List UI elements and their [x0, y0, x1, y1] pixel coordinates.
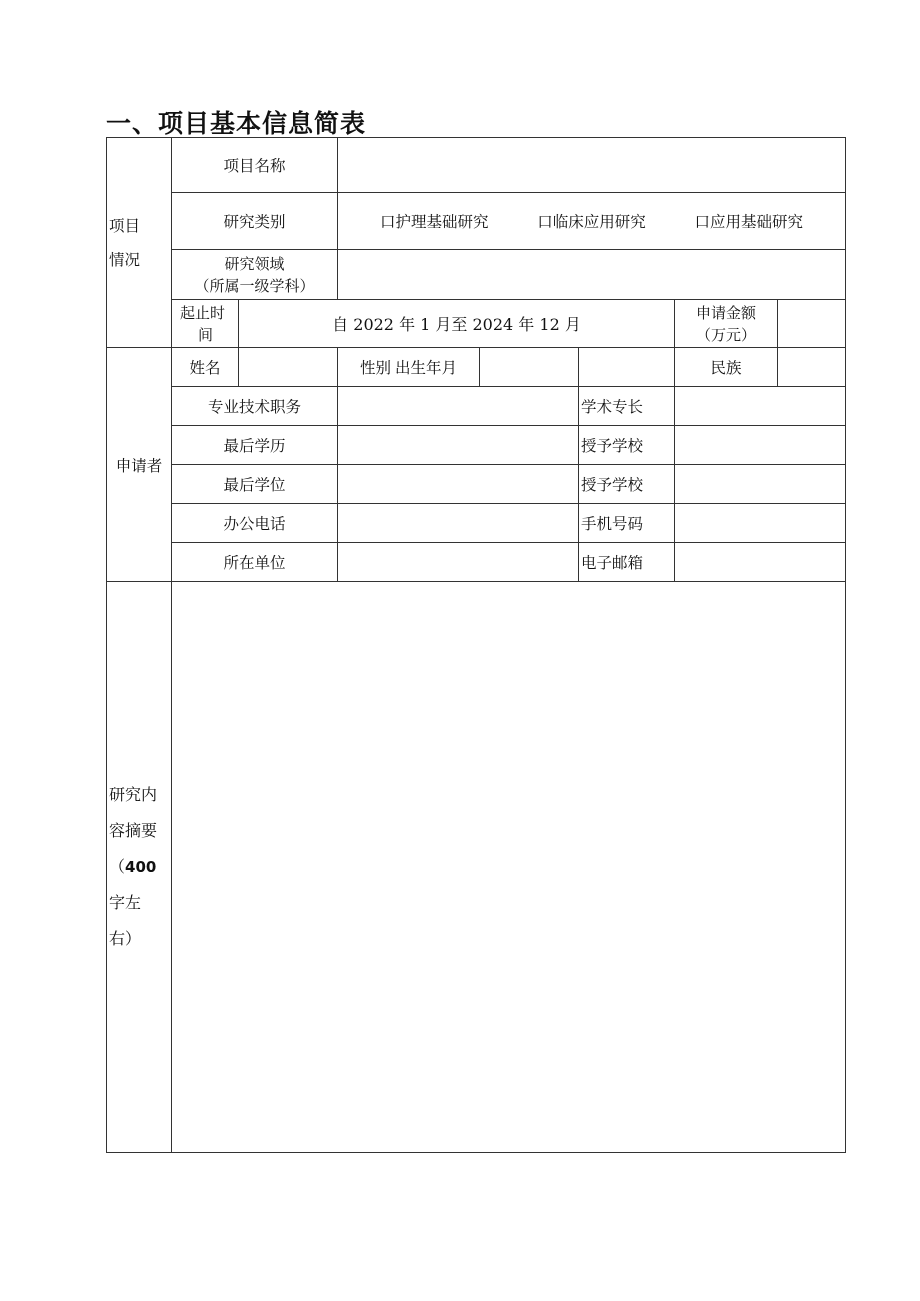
applicant-name-field[interactable]: [239, 348, 338, 387]
organization-label: 所在单位: [172, 543, 338, 582]
project-section-label: [107, 138, 172, 348]
summary-label-line2: 容摘要: [109, 821, 158, 840]
summary-label-line1: 研究内: [109, 785, 158, 804]
summary-content-field[interactable]: [172, 582, 846, 1153]
period-label-line2: 间: [198, 325, 214, 344]
degree-label: 最后学位: [172, 465, 338, 504]
education-school-label: 授予学校: [579, 426, 675, 465]
degree-school-label: 授予学校: [579, 465, 675, 504]
category-option-nursing-basic[interactable]: 口护理基础研究: [380, 213, 489, 231]
category-option-applied-basic[interactable]: 口应用基础研究: [694, 213, 803, 231]
research-field-label-line1: 研究领域: [224, 254, 285, 273]
gender-label: 性别: [360, 359, 392, 377]
expertise-label: 学术专长: [579, 387, 675, 426]
category-option-clinical-applied[interactable]: 口临床应用研究: [537, 213, 646, 231]
summary-label-line4: 字左: [109, 893, 142, 912]
project-section-label-line1: 项目: [109, 216, 141, 235]
organization-field[interactable]: [338, 543, 579, 582]
category-label: 研究类别: [172, 193, 338, 250]
office-phone-field[interactable]: [338, 504, 579, 543]
summary-label: [107, 582, 172, 1153]
period-value[interactable]: 自 2022 年 1 月至 2024 年 12 月: [239, 300, 675, 348]
project-name-field[interactable]: [338, 138, 846, 193]
education-label: 最后学历: [172, 426, 338, 465]
summary-label-count: 400: [125, 858, 157, 876]
summary-label-line3: [109, 849, 169, 885]
research-field-field[interactable]: [338, 250, 846, 300]
email-label: 电子邮箱: [579, 543, 675, 582]
ethnicity-label: 民族: [675, 348, 778, 387]
project-section-label-line2: 情况: [109, 250, 141, 269]
birth-field[interactable]: [480, 348, 579, 387]
education-school-field[interactable]: [675, 426, 846, 465]
degree-field[interactable]: [338, 465, 579, 504]
research-field-label: [172, 250, 338, 300]
ethnicity-field[interactable]: [778, 348, 846, 387]
office-phone-label: 办公电话: [172, 504, 338, 543]
amount-label: [675, 300, 778, 348]
page-title: 一、项目基本信息简表: [106, 109, 367, 138]
period-label: [172, 300, 239, 348]
title-label: 专业技术职务: [172, 387, 338, 426]
applicant-section-label: 申请者: [107, 348, 172, 582]
education-field[interactable]: [338, 426, 579, 465]
birth-label: 出生年月: [395, 359, 458, 377]
applicant-name-label: 姓名: [172, 348, 239, 387]
category-options: [338, 193, 846, 250]
degree-school-field[interactable]: [675, 465, 846, 504]
mobile-field[interactable]: [675, 504, 846, 543]
amount-label-line2: （万元）: [696, 325, 757, 344]
period-label-line1: 起止时: [180, 303, 226, 322]
project-name-label: 项目名称: [172, 138, 338, 193]
summary-label-line5: 右）: [109, 929, 142, 948]
title-field[interactable]: [338, 387, 579, 426]
email-field[interactable]: [675, 543, 846, 582]
research-field-label-line2: （所属一级学科）: [194, 276, 315, 295]
amount-field[interactable]: [778, 300, 846, 348]
summary-label-paren: （: [109, 857, 126, 876]
mobile-label: 手机号码: [579, 504, 675, 543]
project-info-table: [106, 137, 846, 1153]
expertise-field[interactable]: [675, 387, 846, 426]
amount-label-line1: 申请金额: [696, 303, 757, 322]
spacer-cell: [579, 348, 675, 387]
gender-birth-cell: [338, 348, 480, 387]
